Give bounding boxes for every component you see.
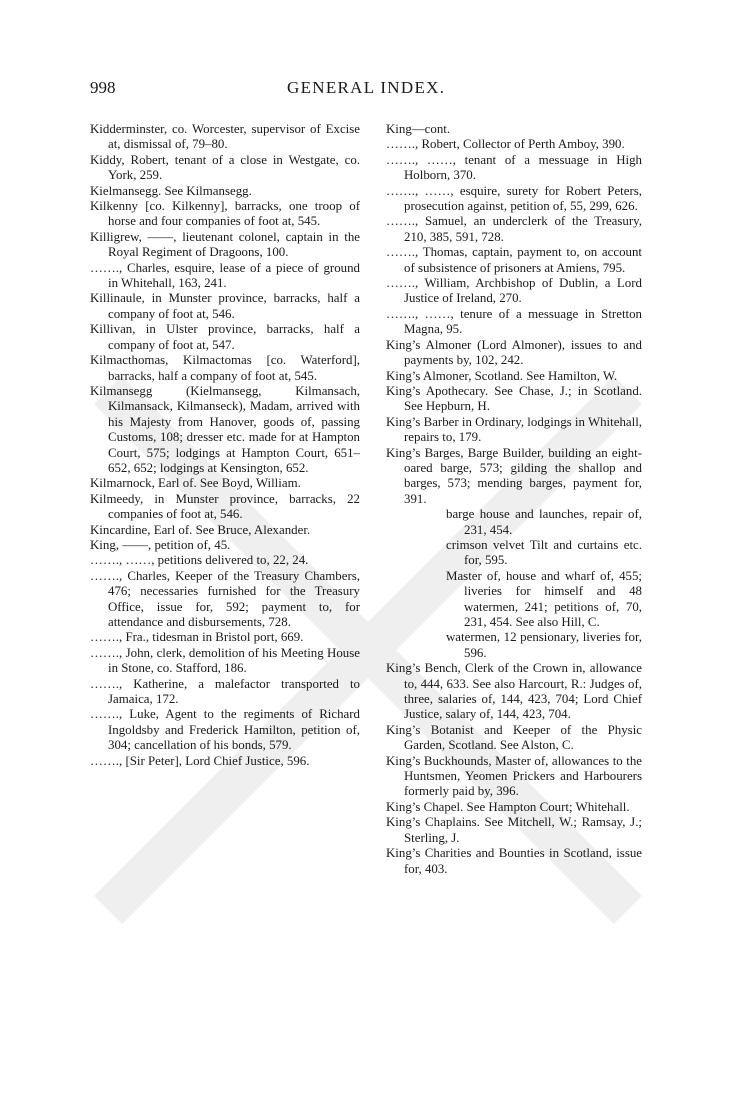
index-entry: Killigrew, ——, lieutenant colonel, captain in the Royal Regiment of Dragoons, 100. — [90, 229, 360, 260]
index-entry: King—cont. — [386, 122, 451, 136]
index-entry: crimson velvet Tilt and curtains etc. for, 595. — [446, 537, 642, 568]
index-entry: ……., [Sir Peter], Lord Chief Justice, 596. — [90, 753, 310, 768]
index-entry: King’s Chaplains. See Mitchell, W.; Ramsay, J.; Sterling, J. — [386, 815, 642, 845]
index-entry: Master of, house and wharf of, 455; liveries for himself and 48 watermen, 241; petitions of, 70, 231, 454. See also Hill, C. — [446, 568, 642, 629]
index-entry: Killinaule, in Munster province, barracks, half a company of foot at, 546. — [90, 291, 360, 321]
index-entry: Kilkenny [co. Kilkenny], barracks, one troop of horse and four companies of foot at, 545. — [90, 199, 360, 229]
index-entry: ……., Charles, esquire, lease of a piece of ground in Whitehall, 163, 241. — [90, 260, 360, 291]
index-entry: King’s Barber in Ordinary, lodgings in Whitehall, repairs to, 179. — [386, 414, 642, 445]
index-entry: Killivan, in Ulster province, barracks, half a company of foot at, 547. — [90, 322, 360, 352]
index-entry: King’s Barges, Barge Builder, building an eight-oared barge, 573; gilding the shallop and barges, 573; mending barges, payment for, 391. — [386, 445, 642, 506]
index-entry: Kilmacthomas, Kilmactomas [co. Waterford], barracks, half a company of foot at, 545. — [90, 353, 360, 383]
index-entry: Kiddy, Robert, tenant of a close in Westgate, co. York, 259. — [90, 152, 360, 183]
index-entry: King’s Almoner, Scotland. See Hamilton, W. — [386, 368, 618, 383]
index-entry: ……., Fra., tidesman in Bristol port, 669. — [90, 630, 304, 645]
index-entry: ……., Samuel, an underclerk of the Treasury, 210, 385, 591, 728. — [386, 214, 642, 244]
index-entry: watermen, 12 pensionary, liveries for, 596. — [446, 630, 642, 660]
index-entry: King’s Bench, Clerk of the Crown in, allowance to, 444, 633. See also Harcourt, R.: Judges of, three, salaries of, 144, 423, 704; Lord Chief Justice, salary of, 144, 423, 704. — [386, 661, 642, 722]
index-entry: King’s Buckhounds, Master of, allowances to the Huntsmen, Yeomen Prickers and Harbourers formerly paid by, 396. — [386, 753, 642, 799]
index-entry: ……., John, clerk, demolition of his Meeting House in Stone, co. Stafford, 186. — [90, 645, 360, 676]
index-entry: King’s Almoner (Lord Almoner), issues to and payments by, 102, 242. — [386, 337, 642, 368]
index-entry: ……., Robert, Collector of Perth Amboy, 390. — [386, 137, 625, 152]
index-entry: King’s Chapel. See Hampton Court; Whitehall. — [386, 799, 630, 814]
index-entry: Kilmarnock, Earl of. See Boyd, William. — [90, 476, 301, 491]
index-entry: ……., ……, esquire, surety for Robert Peters, prosecution against, petition of, 55, 299, 626. — [386, 183, 642, 214]
page-header — [0, 78, 731, 102]
page-number: 998 — [90, 78, 116, 97]
index-entry: Kilmansegg (Kielmansegg, Kilmansach, Kilmansack, Kilmanseck), Madam, arrived with his Majesty from Hanover, goods of, passing Customs, 108; dresser etc. made for at Hampton Court, 575; lodgings at Hampton Court, 651–652, 652; lodgings at Kensington, 652. — [90, 383, 360, 475]
index-entry: Kielmansegg. See Kilmansegg. — [90, 183, 252, 198]
index-entry: ……., Katherine, a malefactor transported to Jamaica, 172. — [90, 676, 360, 707]
index-entry: ……., ……, petitions delivered to, 22, 24. — [90, 553, 309, 568]
index-entry: King’s Charities and Bounties in Scotland, issue for, 403. — [386, 846, 642, 876]
index-entry: Kidderminster, co. Worcester, supervisor of Excise at, dismissal of, 79–80. — [90, 122, 360, 152]
index-column-left — [90, 122, 360, 769]
index-entry: Kilmeedy, in Munster province, barracks, 22 companies of foot at, 546. — [90, 491, 360, 522]
index-entry: ……., William, Archbishop of Dublin, a Lord Justice of Ireland, 270. — [386, 276, 642, 306]
index-entry: barge house and launches, repair of, 231, 454. — [446, 507, 642, 537]
index-entry: King, ——, petition of, 45. — [90, 537, 231, 552]
index-entry: ……., Thomas, captain, payment to, on account of subsistence of prisoners at Amiens, 795. — [386, 245, 642, 275]
index-entry: ……., ……, tenant of a messuage in High Holborn, 370. — [386, 152, 642, 183]
index-entry: ……., Charles, Keeper of the Treasury Chambers, 476; necessaries furnished for the Treasury Office, issue for, 592; payment to, for attendance and disbursements, 728. — [90, 568, 360, 629]
running-title: GENERAL INDEX. — [287, 78, 446, 97]
index-entry: ……., ……, tenure of a messuage in Stretton Magna, 95. — [386, 306, 642, 337]
index-entry: Kincardine, Earl of. See Bruce, Alexander. — [90, 522, 311, 537]
index-column-right — [386, 122, 642, 877]
index-entry: ……., Luke, Agent to the regiments of Richard Ingoldsby and Frederick Hamilton, petition of, 304; cancellation of his bonds, 579. — [90, 707, 360, 753]
index-entry: King’s Botanist and Keeper of the Physic Garden, Scotland. See Alston, C. — [386, 722, 642, 753]
index-entry: King’s Apothecary. See Chase, J.; in Scotland. See Hepburn, H. — [386, 383, 642, 414]
